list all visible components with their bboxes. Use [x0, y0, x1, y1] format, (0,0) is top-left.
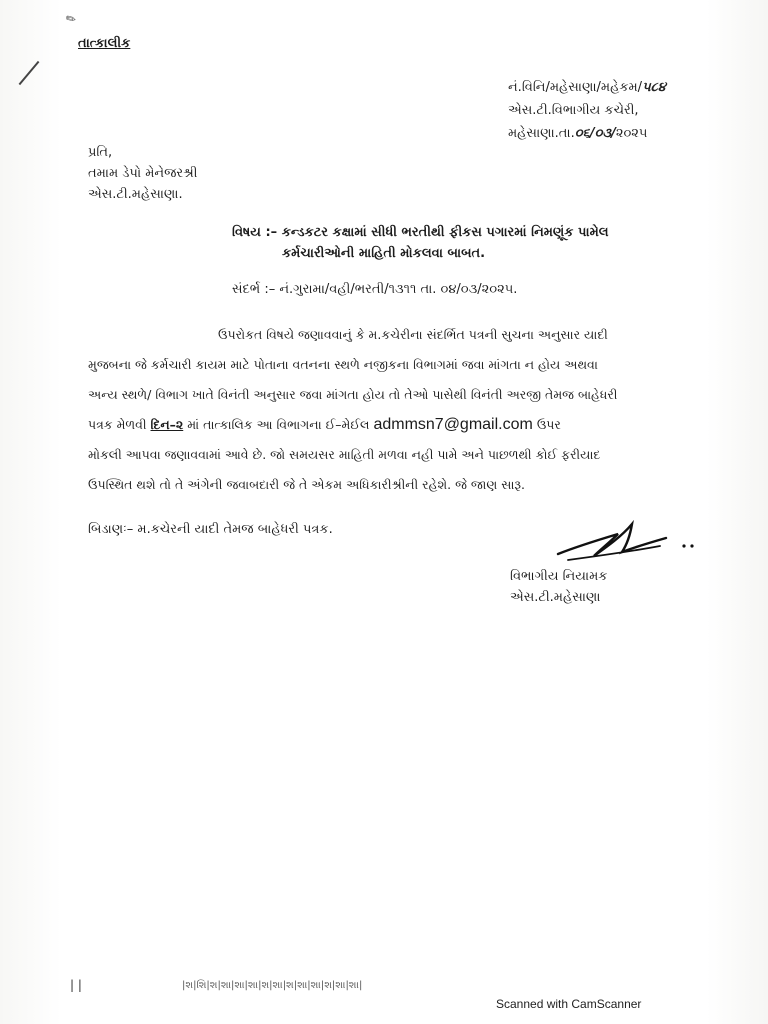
recipient-block: [88, 142, 197, 205]
email-address: admmsn7@gmail.com: [373, 416, 533, 433]
body-line-4-middle: માં તાત્કાલિક આ વિભાગના ઈ–મેઈલ: [183, 417, 374, 432]
body-line-3: અન્ય સ્થળે/ વિભાગ ખાતે વિનંતી અનુસાર જવા માંગતા હોય તો તેઓ પાસેથી વિનંતી અરજી તેમજ બાહેધરી: [88, 387, 618, 402]
subject-block: [232, 222, 609, 264]
staple-mark: ✎: [63, 10, 79, 28]
footer-edge-marks: | |: [70, 978, 82, 992]
letter-date-year: ૨૦૨૫: [615, 126, 648, 141]
deadline-days: દિન–૨: [150, 417, 184, 432]
signatory-office: એસ.ટી.મહેસાણા: [510, 590, 601, 605]
body-line-4: [88, 410, 716, 440]
recipient-line-1: તમામ ડેપો મેનેજરશ્રી: [88, 166, 198, 181]
reference-line: સંદર્ભ :– નં.ગુરામા/વહી/ભરતી/૧૩૧૧ તા. ૦૪/૦૩/૨૦૨૫.: [232, 282, 518, 297]
body-line-4-start: પત્રક મેળવી: [88, 417, 151, 432]
letter-number-handwritten: ૫૮૪: [642, 80, 666, 95]
pen-stroke-mark: [19, 61, 40, 85]
body-line-1: ઉપરોકત વિષયે જણાવવાનું કે મ.કચેરીના સંદર્ભિત પત્રની સુચના અનુસાર યાદી: [218, 327, 608, 342]
body-line-4-end: ઉપર: [532, 417, 561, 432]
issuing-office: એસ.ટી.વિભાગીય કચેરી,: [508, 103, 639, 118]
signatory-title: વિભાગીય નિયામક: [510, 569, 608, 584]
recipient-line-2: એસ.ટી.મહેસાણા.: [88, 187, 183, 202]
enclosure-line: બિડાણઃ– મ.કચેરની યાદી તેમજ બાહેધરી પત્રક.: [88, 522, 333, 537]
body-line-5: મોકલી આપવા જણાવવામાં આવે છે. જો સમયસર માહિતી મળવા નહી પામે અને પાછળથી કોઈ ફરીયાદ: [88, 447, 601, 462]
letter-number-prefix: નં.વિનિ/મહેસાણા/મહેકમ/: [508, 80, 643, 95]
letter-number: [508, 76, 666, 99]
letter-date-handwritten: ૦૬/૦૩/: [574, 126, 616, 141]
body-line-6: ઉપસ્થિત થશે તો તે અંગેની જવાબદારી જે તે એકમ અધિકારીશ્રીની રહેશે. જે જાણ સારૂ.: [88, 477, 526, 492]
footer-stamp-strip: |શ|શિ|શ|શા|શા|શા|શ|શા|શ|શા|શા|શ|શા|શા|: [182, 980, 363, 991]
signature: [548, 516, 698, 566]
subject-line-1: વિષય :– કન્ડકટર કક્ષામાં સીધી ભરતીથી ફીકસ પગારમાં નિમણૂંક પામેલ: [232, 225, 609, 240]
signatory-block: [510, 566, 607, 608]
scanner-watermark: Scanned with CamScanner: [496, 997, 642, 1011]
urgent-label: તાત્કાલીક: [78, 36, 131, 51]
letter-date: [508, 122, 666, 145]
subject-line-2: કર્મચારીઓની માહિતી મોકલવા બાબત.: [282, 246, 486, 261]
body-line-2: મુજબના જે કર્મચારી કાયમ માટે પોતાના વતનના સ્થળે નજીકના વિભાગમાં જવા માંગતા ન હોય અથવા: [88, 357, 598, 372]
recipient-prefix: પ્રતિ,: [88, 145, 113, 160]
letter-date-prefix: મહેસાણા.તા.: [508, 126, 575, 141]
reference-block: [508, 76, 666, 145]
body-paragraph: [88, 320, 716, 500]
